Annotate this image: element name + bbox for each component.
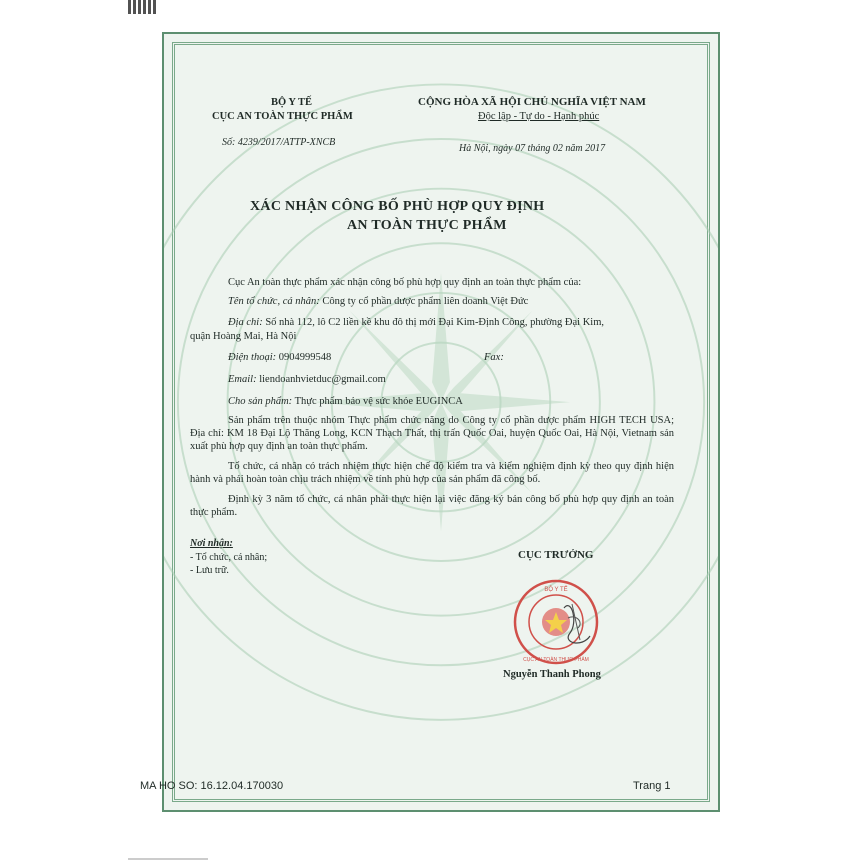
email-row — [228, 373, 386, 386]
paragraph-product-group: Sản phẩm trên thuộc nhóm Thực phẩm chức năng do Công ty cổ phần dược phẩm HIGH TECH USA; Địa chỉ: KM 18 Đại Lộ Thăng Long, KCN Thạch Thất, thị trấn Quốc Oai, huyện Quốc Oai, Hà Nội, Vietnam sản xuất phù hợp quy định an toàn thực phẩm. — [190, 415, 674, 452]
intro-text: Cục An toàn thực phẩm xác nhận công bố phù hợp quy định an toàn thực phẩm của: — [228, 277, 582, 288]
email-label: Email: — [228, 374, 257, 385]
paragraph-responsibility: Tổ chức, cá nhân có trách nhiệm thực hiện chế độ kiểm tra và kiểm nghiệm định kỳ theo quy định hiện hành và phải hoàn toàn chịu trách nhiệm về tính phù hợp của sản phẩm đã công bố. — [190, 461, 674, 485]
official-stamp — [512, 578, 600, 666]
recipients-label: Nơi nhận: — [190, 538, 233, 549]
phone-label: Điện thoại: — [228, 352, 277, 363]
issue-date: Hà Nội, ngày 07 tháng 02 năm 2017 — [459, 143, 606, 154]
address-label: Địa chỉ: — [228, 317, 263, 328]
organization-value: Công ty cổ phần dược phẩm liên doanh Việt Đức — [322, 296, 529, 307]
fax-label: Fax: — [484, 352, 504, 363]
page-number: Trang 1 — [633, 780, 671, 792]
ministry-name: BỘ Y TẾ — [271, 97, 313, 108]
product-value: Thực phẩm bảo vệ sức khỏe EUGINCA — [294, 396, 463, 407]
organization-row — [228, 295, 528, 308]
address-value: Số nhà 112, lô C2 liền kề khu đô thị mới Đại Kim-Định Công, phường Đại Kim, — [265, 317, 605, 328]
signatory-role: CỤC TRƯỞNG — [518, 549, 594, 561]
document-title-line1: XÁC NHẬN CÔNG BỐ PHÙ HỢP QUY ĐỊNH — [250, 199, 545, 214]
recipient-item: - Tổ chức, cá nhân; — [190, 552, 268, 563]
recipient-item: - Lưu trữ. — [190, 565, 229, 576]
document-title-line2: AN TOÀN THỰC PHẨM — [347, 218, 507, 233]
qr-code-fragment — [128, 0, 158, 14]
national-motto: Độc lập - Tự do - Hạnh phúc — [478, 111, 600, 122]
department-name: CỤC AN TOÀN THỰC PHẨM — [212, 111, 353, 122]
signatory-name: Nguyễn Thanh Phong — [503, 669, 601, 680]
email-value: liendoanhvietduc@gmail.com — [259, 374, 386, 385]
address-row — [228, 316, 604, 329]
country-name: CỘNG HÒA XÃ HỘI CHỦ NGHĨA VIỆT NAM — [418, 96, 646, 108]
phone-value: 0904999548 — [278, 352, 332, 363]
document-number: Số: 4239/2017/ATTP-XNCB — [222, 137, 336, 148]
paragraph-renewal: Định kỳ 3 năm tổ chức, cá nhân phải thực hiện lại việc đăng ký bản công bố phù hợp quy định an toàn thực phẩm. — [190, 494, 674, 518]
address-value-cont: quận Hoàng Mai, Hà Nội — [190, 331, 297, 342]
product-label: Cho sản phẩm: — [228, 396, 293, 407]
phone-row — [228, 351, 331, 364]
divider — [128, 858, 208, 860]
product-row — [228, 395, 463, 408]
stamp-ring-text: CỤC AN TOÀN THỰC PHẨM — [523, 657, 589, 663]
stamp-top-text: BỘ Y TẾ — [544, 587, 568, 593]
file-code: MA HO SO: 16.12.04.170030 — [140, 780, 284, 792]
organization-label: Tên tổ chức, cá nhân: — [228, 296, 320, 307]
